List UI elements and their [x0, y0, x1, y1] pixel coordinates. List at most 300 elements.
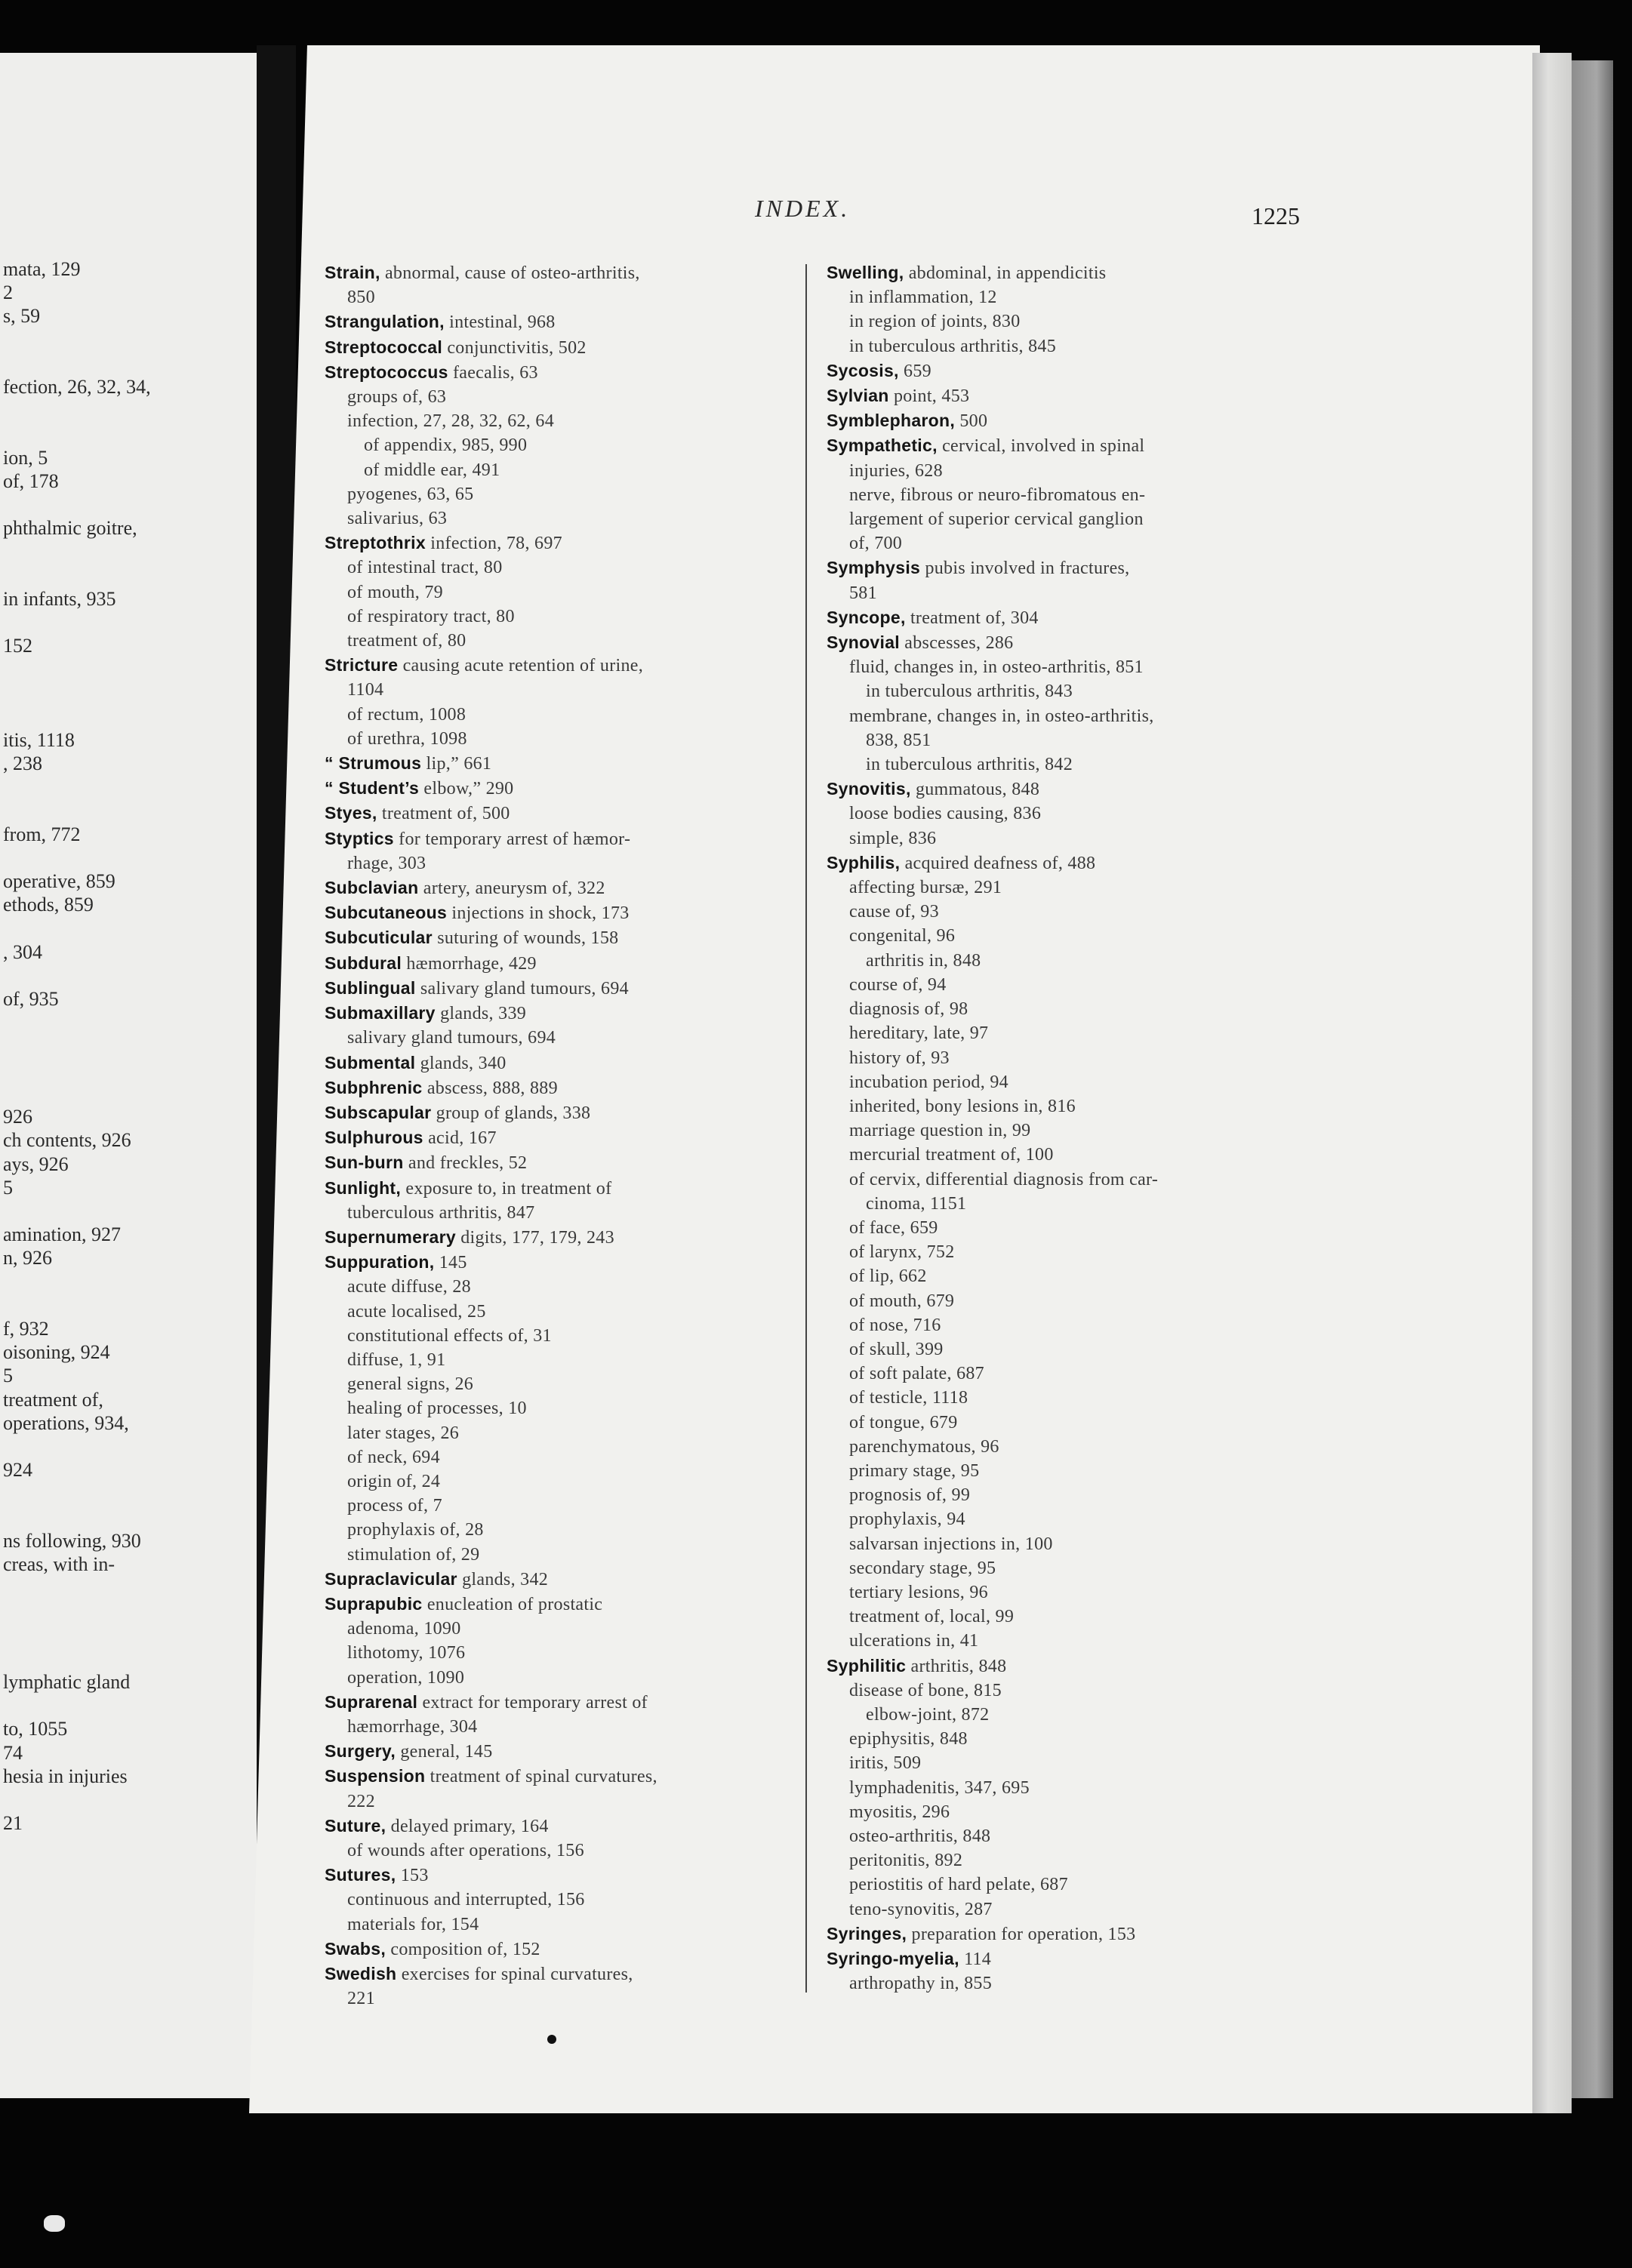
index-entry — [827, 851, 1310, 876]
index-entry — [827, 777, 1310, 802]
index-headword: Swedish — [325, 1964, 397, 1984]
index-entry — [325, 900, 785, 925]
index-subentry — [827, 1240, 1310, 1264]
index-entry-text: in tuberculous arthritis, 842 — [866, 755, 1073, 775]
index-entry-text: of tongue, 679 — [849, 1412, 958, 1433]
index-entry — [325, 1863, 785, 1888]
index-headword: “ Student’s — [325, 778, 420, 799]
index-entry-text: membrane, changes in, in osteo-arthritis, — [849, 706, 1154, 726]
index-entry-text: acid, 167 — [423, 1128, 497, 1149]
index-subentry — [827, 1094, 1310, 1119]
index-subentry — [827, 1776, 1310, 1800]
book-cover-edge — [1572, 60, 1613, 2098]
index-subentry — [827, 1216, 1310, 1240]
index-entry — [325, 1739, 785, 1764]
index-subentry — [827, 1192, 1310, 1216]
index-subentry — [325, 1348, 785, 1372]
index-entry-text: cervical, involved in spinal — [937, 436, 1145, 457]
index-subentry — [325, 385, 785, 409]
index-entry-text: conjunctivitis, 502 — [442, 337, 587, 358]
index-headword: Sympathetic, — [827, 435, 938, 456]
index-subentry — [827, 1580, 1310, 1605]
index-entry-text: elbow-joint, 872 — [866, 1704, 990, 1725]
index-entry-text: of intestinal tract, 80 — [347, 558, 503, 578]
facing-page-line: s, 59 — [3, 305, 41, 328]
index-subentry — [827, 1313, 1310, 1337]
facing-page-line: 5 — [3, 1365, 13, 1387]
index-subentry — [827, 1848, 1310, 1873]
index-subentry — [827, 1507, 1310, 1531]
index-entry-text: treatment of, local, 99 — [849, 1607, 1015, 1627]
index-entry-text: acute localised, 25 — [347, 1301, 486, 1322]
index-entry-text: in tuberculous arthritis, 843 — [866, 682, 1073, 702]
index-headword: Subclavian — [325, 878, 419, 898]
index-subentry — [325, 678, 785, 702]
facing-page-line: 21 — [3, 1812, 23, 1835]
index-entry-text: in region of joints, 830 — [849, 312, 1021, 332]
index-headword: Strain, — [325, 263, 380, 282]
index-headword: Subdural — [325, 952, 402, 973]
index-entry-text: point, 453 — [888, 386, 970, 407]
index-entry-text: infection, 78, 697 — [425, 534, 562, 554]
page-number: 1225 — [1252, 202, 1300, 229]
index-subentry — [827, 1337, 1310, 1362]
index-entry-text: suturing of wounds, 158 — [432, 928, 619, 949]
index-entry — [325, 776, 785, 801]
index-subentry — [827, 826, 1310, 851]
index-subentry — [827, 752, 1310, 777]
facing-page-line: itis, 1118 — [3, 729, 75, 751]
index-headword: Subcuticular — [325, 928, 433, 948]
index-headword: Syringo-myelia, — [827, 1949, 959, 1969]
index-subentry — [827, 876, 1310, 900]
index-entry-text: faecalis, 63 — [448, 362, 538, 383]
index-subentry — [325, 1641, 785, 1665]
index-entry-text: peritonitis, 892 — [849, 1851, 963, 1871]
index-subentry — [325, 1789, 785, 1814]
index-subentry — [827, 1411, 1310, 1435]
index-entry-text: lip,” 661 — [421, 754, 492, 774]
index-entry-text: lymphadenitis, 347, 695 — [849, 1777, 1030, 1798]
index-entry-text: group of glands, 338 — [431, 1103, 591, 1123]
index-headword: Sutures, — [325, 1865, 396, 1885]
index-entry-text: salivarius, 63 — [347, 509, 448, 529]
index-entry-text: course of, 94 — [849, 974, 947, 995]
index-subentry — [827, 1556, 1310, 1580]
index-entry — [325, 951, 785, 976]
index-subentry — [325, 555, 785, 580]
index-subentry — [325, 1275, 785, 1299]
index-entry-text: abdominal, in appendicitis — [904, 263, 1107, 283]
index-subentry — [827, 679, 1310, 703]
index-subentry — [325, 458, 785, 482]
index-entry — [325, 801, 785, 826]
index-headword: Suprapubic — [325, 1593, 423, 1614]
index-subentry — [827, 459, 1310, 483]
facing-page-line: creas, with in- — [3, 1553, 115, 1575]
index-entry-text: abscess, 888, 889 — [422, 1078, 558, 1098]
index-entry-text: epiphysitis, 848 — [849, 1729, 968, 1749]
index-entry — [827, 359, 1310, 383]
index-headword: Subcutaneous — [325, 903, 448, 923]
index-entry-text: congenital, 96 — [849, 926, 956, 946]
index-subentry — [325, 1324, 785, 1348]
index-entry-text: cause of, 93 — [849, 902, 939, 922]
facing-page-line: operative, 859 — [3, 870, 115, 893]
index-entry-text: arthritis, 848 — [906, 1656, 1007, 1676]
index-entry — [827, 1946, 1310, 1971]
index-headword: Symphysis — [827, 558, 921, 578]
index-entry-text: cinoma, 1151 — [866, 1193, 967, 1214]
index-entry-text: pubis involved in fractures, — [920, 559, 1130, 579]
index-entry-text: digits, 177, 179, 243 — [455, 1227, 614, 1248]
index-entry-text: of wounds after operations, 156 — [347, 1841, 584, 1860]
index-entry-text: treatment of, 500 — [377, 804, 510, 824]
index-subentry — [325, 1300, 785, 1324]
index-entry-text: continuous and interrupted, 156 — [347, 1890, 585, 1910]
index-subentry — [325, 580, 785, 605]
index-entry — [325, 1764, 785, 1789]
index-subentry — [827, 285, 1310, 309]
index-entry-text: largement of superior cervical ganglion — [849, 509, 1144, 530]
index-entry-text: 581 — [849, 583, 877, 603]
index-subentry — [827, 309, 1310, 334]
index-subentry — [827, 531, 1310, 555]
index-entry-text: adenoma, 1090 — [347, 1619, 461, 1639]
index-headword: Styptics — [325, 828, 394, 848]
index-headword: Streptococcal — [325, 337, 443, 357]
index-headword: Sublingual — [325, 977, 416, 998]
index-subentry — [827, 1362, 1310, 1386]
index-entry-text: affecting bursæ, 291 — [849, 878, 1002, 898]
index-entry-text: salvarsan injections in, 100 — [849, 1534, 1053, 1554]
index-headword: Streptococcus — [325, 362, 448, 382]
index-entry-text: 1104 — [347, 680, 384, 700]
index-subentry — [827, 1021, 1310, 1045]
index-subentry — [325, 1469, 785, 1494]
index-entry-text: of lip, 662 — [849, 1266, 927, 1287]
index-subentry — [325, 1617, 785, 1641]
index-entry-text: general signs, 26 — [347, 1374, 474, 1395]
index-subentry — [827, 1386, 1310, 1410]
index-entry-text: prophylaxis of, 28 — [347, 1520, 484, 1540]
index-subentry — [827, 507, 1310, 531]
index-entry — [325, 826, 785, 851]
index-subentry — [827, 1264, 1310, 1288]
index-entry-text: groups of, 63 — [347, 387, 447, 408]
index-column-left — [325, 260, 785, 2011]
index-entry-text: of, 700 — [849, 534, 903, 554]
index-subentry — [827, 1629, 1310, 1653]
index-entry — [325, 1150, 785, 1175]
index-subentry — [325, 851, 785, 876]
index-entry-text: of larynx, 752 — [849, 1242, 955, 1263]
index-entry-text: 838, 851 — [866, 730, 931, 750]
index-entry-text: general, 145 — [396, 1742, 493, 1762]
index-headword: Submental — [325, 1052, 416, 1072]
index-entry-text: prognosis of, 99 — [849, 1485, 971, 1506]
index-headword: Suture, — [325, 1815, 386, 1836]
index-entry — [325, 1937, 785, 1962]
index-entry-text: operation, 1090 — [347, 1667, 465, 1688]
facing-page-line: phthalmic goitre, — [3, 517, 137, 540]
index-headword: Suprarenal — [325, 1691, 418, 1712]
index-entry-text: incubation period, 94 — [849, 1072, 1008, 1092]
index-subentry — [325, 1839, 785, 1863]
index-entry-text: exercises for spinal curvatures, — [396, 1965, 633, 1985]
index-entry-text: and freckles, 52 — [403, 1153, 528, 1174]
index-entry — [325, 1592, 785, 1617]
index-subentry — [325, 1913, 785, 1937]
index-headword: Sylvian — [827, 386, 889, 406]
index-entry-text: mercurial treatment of, 100 — [849, 1145, 1054, 1165]
index-entry-text: of mouth, 679 — [849, 1291, 955, 1311]
facing-page-line: in infants, 935 — [3, 587, 116, 610]
facing-page-line: ion, 5 — [3, 446, 48, 469]
facing-page-line: f, 932 — [3, 1318, 49, 1340]
index-subentry — [827, 1119, 1310, 1143]
index-subentry — [325, 482, 785, 506]
index-entry-text: healing of processes, 10 — [347, 1399, 527, 1419]
index-entry-text: iritis, 509 — [849, 1753, 922, 1774]
index-entry — [325, 1690, 785, 1715]
index-entry-text: of mouth, 79 — [347, 582, 443, 602]
index-entry — [325, 876, 785, 900]
index-subentry — [325, 1494, 785, 1518]
index-entry-text: stimulation of, 29 — [347, 1544, 480, 1565]
facing-page-line: n, 926 — [3, 1247, 52, 1269]
index-subentry — [827, 1435, 1310, 1459]
index-entry — [325, 925, 785, 950]
index-subentry — [827, 1070, 1310, 1094]
index-entry-text: salivary gland tumours, 694 — [415, 978, 629, 999]
index-subentry — [827, 1751, 1310, 1775]
index-entry-text: artery, aneurysm of, 322 — [418, 879, 605, 899]
facing-page-line: 926 — [3, 1106, 32, 1128]
index-entry — [325, 1962, 785, 1986]
ink-dot — [547, 2035, 556, 2044]
index-entry-text: injections in shock, 173 — [447, 903, 630, 924]
index-subentry — [325, 1888, 785, 1912]
index-subentry — [827, 973, 1310, 997]
index-entry-text: diagnosis of, 98 — [849, 999, 968, 1020]
facing-page-line: ays, 926 — [3, 1152, 69, 1175]
index-subentry — [827, 334, 1310, 359]
index-entry-text: parenchymatous, 96 — [849, 1436, 999, 1457]
index-headword: Styes, — [325, 803, 377, 823]
index-entry-text: primary stage, 95 — [849, 1460, 980, 1481]
index-subentry — [325, 285, 785, 309]
index-entry — [827, 408, 1310, 433]
index-entry-text: loose bodies causing, 836 — [849, 804, 1042, 824]
index-subentry — [827, 1679, 1310, 1703]
index-entry-text: for temporary arrest of hæmor- — [393, 829, 631, 849]
index-headword: Submaxillary — [325, 1003, 436, 1023]
index-headword: “ Strumous — [325, 753, 422, 774]
index-subentry — [325, 1201, 785, 1225]
index-entry — [325, 360, 785, 385]
index-subentry — [827, 1483, 1310, 1507]
index-entry-text: materials for, 154 — [347, 1914, 479, 1934]
index-subentry — [325, 409, 785, 433]
index-entry-text: of cervix, differential diagnosis from car- — [849, 1169, 1159, 1189]
index-headword: Sycosis, — [827, 360, 899, 380]
facing-page-fragment — [0, 53, 261, 2098]
index-entry-text: in tuberculous arthritis, 845 — [849, 336, 1056, 356]
index-entry-text: marriage question in, 99 — [849, 1121, 1031, 1141]
index-entry-text: of respiratory tract, 80 — [347, 606, 515, 626]
index-entry-text: of urethra, 1098 — [347, 728, 467, 749]
facing-page-line: 2 — [3, 282, 13, 304]
index-entry-text: 500 — [955, 411, 988, 432]
index-entry-text: history of, 93 — [849, 1048, 950, 1068]
index-entry-text: arthritis in, 848 — [866, 950, 981, 971]
facing-page-line: mata, 129 — [3, 258, 81, 280]
index-subentry — [827, 924, 1310, 948]
index-entry-text: of rectum, 1008 — [347, 704, 467, 725]
index-subentry — [325, 1543, 785, 1567]
index-entry-text: abnormal, cause of osteo-arthritis, — [380, 263, 640, 283]
index-entry — [325, 653, 785, 678]
index-subentry — [325, 506, 785, 531]
index-entry-text: causing acute retention of urine, — [398, 656, 644, 676]
index-entry-text: treatment of spinal curvatures, — [425, 1767, 657, 1787]
index-entry-text: enucleation of prostatic — [422, 1594, 603, 1614]
index-entry-text: glands, 340 — [415, 1053, 507, 1073]
index-entry — [325, 1250, 785, 1275]
index-subentry — [325, 1666, 785, 1690]
index-headword: Supernumerary — [325, 1226, 456, 1247]
index-subentry — [325, 433, 785, 457]
index-headword: Sun-burn — [325, 1152, 404, 1173]
index-headword: Symblepharon, — [827, 411, 956, 431]
facing-page-line: oisoning, 924 — [3, 1341, 110, 1364]
index-entry — [325, 976, 785, 1001]
index-entry-text: origin of, 24 — [347, 1471, 441, 1491]
index-entry — [325, 335, 785, 360]
index-entry-text: prophylaxis, 94 — [849, 1509, 965, 1530]
index-entry-text: constitutional effects of, 31 — [347, 1325, 552, 1346]
index-entry-text: disease of bone, 815 — [849, 1680, 1002, 1700]
facing-page-line: of, 935 — [3, 988, 59, 1011]
index-entry — [827, 630, 1310, 655]
index-entry — [827, 1922, 1310, 1946]
index-subentry — [325, 1986, 785, 2011]
index-entry-text: 145 — [434, 1253, 467, 1273]
index-entry-text: extract for temporary arrest of — [417, 1692, 648, 1713]
index-entry-text: hæmorrhage, 429 — [402, 953, 537, 974]
index-headword: Syphilis, — [827, 852, 901, 872]
index-entry — [827, 433, 1310, 458]
index-entry — [325, 1076, 785, 1100]
index-entry — [325, 1001, 785, 1026]
index-entry — [827, 1654, 1310, 1679]
index-headword: Strangulation, — [325, 312, 445, 332]
index-entry-text: acquired deafness of, 488 — [900, 853, 1096, 873]
index-entry-text: nerve, fibrous or neuro-fibromatous en- — [849, 485, 1146, 505]
index-entry-text: gummatous, 848 — [910, 780, 1040, 800]
scan-speck — [44, 2215, 65, 2232]
index-entry — [827, 555, 1310, 580]
index-entry-text: periostitis of hard pelate, 687 — [849, 1875, 1068, 1895]
index-headword: Subscapular — [325, 1102, 432, 1122]
column-divider — [805, 264, 807, 1993]
index-entry-text: lithotomy, 1076 — [347, 1643, 466, 1663]
index-subentry — [325, 1518, 785, 1542]
index-entry — [325, 1051, 785, 1076]
index-entry-text: myositis, 296 — [849, 1802, 950, 1822]
index-entry-text: inherited, bony lesions in, 816 — [849, 1096, 1076, 1116]
index-subentry — [827, 1459, 1310, 1483]
index-entry — [325, 1176, 785, 1201]
index-entry-text: 114 — [959, 1949, 992, 1970]
index-entry-text: osteo-arthritis, 848 — [849, 1826, 991, 1846]
index-entry — [325, 260, 785, 285]
index-subentry — [827, 483, 1310, 507]
index-headword: Syphilitic — [827, 1655, 907, 1676]
index-subentry — [827, 1532, 1310, 1556]
index-entry-text: treatment of, 304 — [905, 608, 1039, 628]
index-subentry — [827, 728, 1310, 752]
index-subentry — [325, 1445, 785, 1469]
index-subentry — [827, 1727, 1310, 1751]
index-entry — [325, 1125, 785, 1150]
index-entry — [827, 383, 1310, 408]
index-entry-text: 153 — [396, 1866, 429, 1886]
index-entry-text: of testicle, 1118 — [849, 1388, 968, 1408]
index-entry-text: acute diffuse, 28 — [347, 1277, 471, 1297]
index-entry — [325, 1567, 785, 1592]
index-subentry — [325, 1026, 785, 1050]
index-entry-text: composition of, 152 — [386, 1939, 540, 1959]
index-entry-text: 222 — [347, 1791, 375, 1811]
index-entry-text: exposure to, in treatment of — [401, 1178, 612, 1199]
index-entry-text: of face, 659 — [849, 1217, 938, 1238]
index-entry-text: rhage, 303 — [347, 853, 426, 873]
index-headword: Swelling, — [827, 263, 904, 282]
facing-page-line: hesia in injuries — [3, 1765, 128, 1787]
index-entry-text: pyogenes, 63, 65 — [347, 484, 474, 504]
index-entry-text: of neck, 694 — [347, 1447, 440, 1467]
index-headword: Surgery, — [325, 1741, 396, 1762]
index-subentry — [325, 727, 785, 751]
index-entry-text: 659 — [898, 361, 931, 381]
index-subentry — [827, 949, 1310, 973]
index-headword: Synovial — [827, 632, 900, 653]
facing-page-line: 924 — [3, 1459, 32, 1482]
index-subentry — [827, 1289, 1310, 1313]
index-entry-text: of soft palate, 687 — [849, 1364, 984, 1384]
index-headword: Subphrenic — [325, 1077, 423, 1097]
facing-page-line: ns following, 930 — [3, 1529, 141, 1552]
page-edge-stack — [1532, 53, 1572, 2113]
index-entry-text: secondary stage, 95 — [849, 1558, 996, 1578]
index-headword: Swabs, — [325, 1938, 386, 1959]
index-entry — [325, 309, 785, 334]
facing-page-line: ch contents, 926 — [3, 1129, 131, 1152]
index-entry-text: in inflammation, 12 — [849, 288, 997, 308]
index-subentry — [827, 997, 1310, 1021]
index-subentry — [827, 1168, 1310, 1192]
index-subentry — [827, 1897, 1310, 1922]
index-subentry — [325, 1372, 785, 1396]
facing-page-line: lymphatic gland — [3, 1671, 131, 1693]
index-subentry — [325, 1421, 785, 1445]
facing-page-line: 5 — [3, 1176, 13, 1199]
index-subentry — [827, 1971, 1310, 1996]
index-entry-text: treatment of, 80 — [347, 631, 467, 651]
index-subentry — [325, 605, 785, 629]
